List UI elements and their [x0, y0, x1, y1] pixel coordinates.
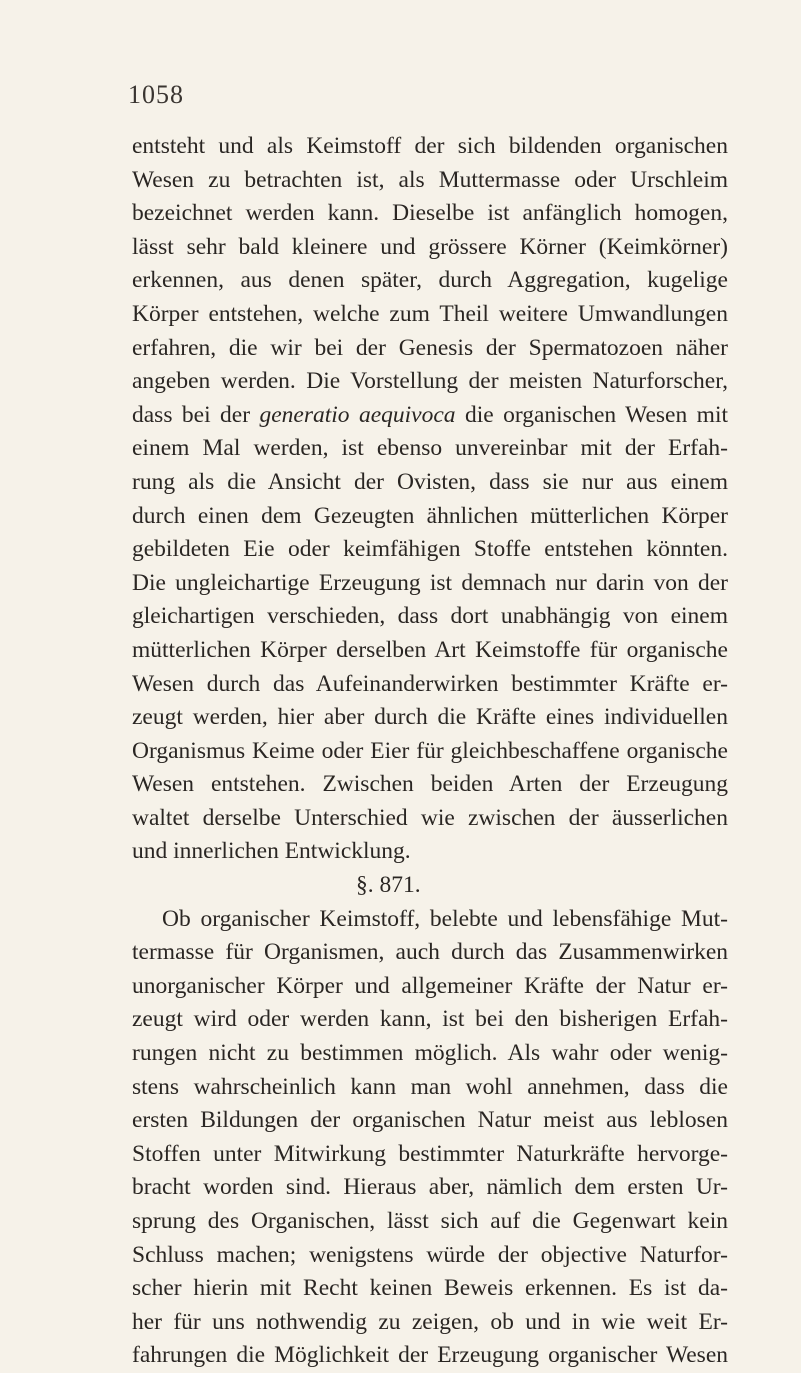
italic-term: generatio aequivoca	[259, 401, 456, 428]
text-line: gleichartigen verschieden, dass dort unabhängig von einem	[132, 603, 728, 630]
page-number: 1058	[128, 80, 184, 109]
text-line: gebildeten Eie oder keimfähigen Stoffe entstehen könnten.	[132, 536, 728, 563]
text-fragment: dass bei der	[132, 401, 260, 428]
text-line: ersten Bildungen der organischen Natur meist aus leblosen	[132, 1107, 728, 1134]
text-line: termasse für Organismen, auch durch das Zusammenwirken	[132, 939, 728, 966]
text-line: erfahren, die wir bei der Genesis der Spermatozoen näher	[132, 334, 728, 361]
text-line: bezeichnet werden kann. Dieselbe ist anfänglich homogen,	[132, 200, 728, 227]
text-line: angeben werden. Die Vorstellung der meisten Naturforscher,	[132, 368, 728, 395]
text-line: durch einen dem Gezeugten ähnlichen mütterlichen Körper	[132, 502, 728, 529]
text-line: Wesen entstehen. Zwischen beiden Arten der Erzeugung	[132, 771, 728, 798]
body-text	[132, 130, 728, 1373]
text-line: Wesen durch das Aufeinanderwirken bestimmter Kräfte er-	[132, 670, 728, 697]
text-line: zeugt wird oder werden kann, ist bei den bisherigen Erfah-	[132, 1006, 728, 1033]
text-line: zeugt werden, hier aber durch die Kräfte eines individuellen	[132, 704, 728, 731]
text-line: Organismus Keime oder Eier für gleichbeschaffene organische	[132, 737, 728, 764]
text-line: entsteht und als Keimstoff der sich bildenden organischen	[132, 133, 728, 159]
text-line: fahrungen die Möglichkeit der Erzeugung organischer Wesen	[132, 1342, 728, 1369]
text-line: waltet derselbe Unterschied wie zwischen der äusserlichen	[132, 804, 728, 831]
text-line: Körper entstehen, welche zum Theil weitere Umwandlungen	[132, 300, 728, 327]
text-line: Ob organischer Keimstoff, belebte und lebensfähige Mut-	[162, 905, 728, 932]
text-line: erkennen, aus denen später, durch Aggregation, kugelige	[132, 267, 728, 294]
text-line: her für uns nothwendig zu zeigen, ob und in wie weit Er-	[132, 1308, 728, 1335]
text-line-with-italic	[132, 399, 728, 433]
text-line: bracht worden sind. Hieraus aber, nämlich dem ersten Ur-	[132, 1174, 728, 1201]
text-line: stens wahrscheinlich kann man wohl annehmen, dass die	[132, 1073, 728, 1100]
text-line: Stoffen unter Mitwirkung bestimmter Naturkräfte hervorge-	[132, 1140, 728, 1167]
text-line: mütterlichen Körper derselben Art Keimstoffe für organische	[132, 636, 728, 663]
text-line: Die ungleichartige Erzeugung ist demnach nur darin von der	[132, 569, 728, 596]
text-line: scher hierin mit Recht keinen Beweis erkennen. Es ist da-	[132, 1275, 728, 1302]
text-line: rung als die Ansicht der Ovisten, dass sie nur aus einem	[132, 468, 728, 495]
text-line: lässt sehr bald kleinere und grössere Körner (Keimkörner)	[132, 233, 728, 260]
text-line: unorganischer Körper und allgemeiner Kräfte der Natur er-	[132, 972, 728, 999]
text-fragment: die organischen Wesen mit	[455, 401, 728, 428]
text-line: Schluss machen; wenigstens würde der objective Naturfor-	[132, 1241, 728, 1268]
text-line: und innerlichen Entwicklung.	[132, 838, 411, 865]
text-line: sprung des Organischen, lässt sich auf die Gegenwart kein	[132, 1208, 728, 1234]
text-line: Wesen zu betrachten ist, als Muttermasse oder Urschleim	[132, 166, 728, 193]
text-line: rungen nicht zu bestimmen möglich. Als wahr oder wenig-	[132, 1040, 728, 1067]
section-heading: §. 871.	[356, 872, 421, 899]
text-line: einem Mal werden, ist ebenso unvereinbar mit der Erfah-	[132, 435, 728, 462]
